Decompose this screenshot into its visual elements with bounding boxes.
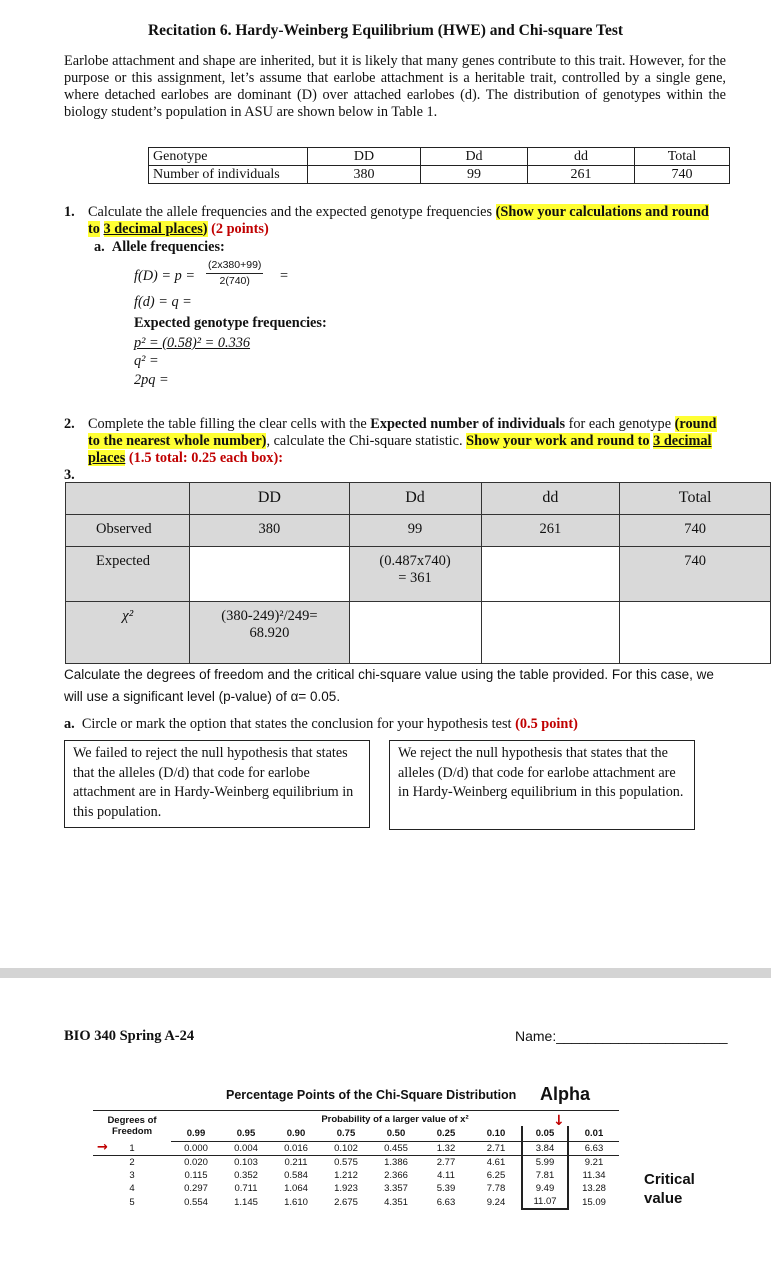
table-cell: 380 [308, 166, 421, 184]
chi-value-cell: 5.39 [436, 1183, 456, 1194]
name-label: Name: [515, 1028, 557, 1044]
chi-value-cell: 11.07 [522, 1195, 568, 1209]
table-row [66, 547, 771, 602]
chi-value-cell: 6.63 [568, 1142, 619, 1156]
part-title: Allele frequencies: [111, 239, 225, 255]
table-row [66, 483, 771, 515]
genotype-table [148, 147, 730, 184]
expected-dd-input[interactable] [190, 547, 349, 602]
df-cell [93, 1169, 171, 1182]
question-text: , calculate the Chi-square statistic. [266, 433, 463, 449]
course-label: BIO 340 Spring A-24 [64, 1028, 195, 1044]
part-label: a. [64, 716, 75, 732]
intro-paragraph: Earlobe attachment and shape are inherited, but it is likely that many genes contribute to this trait. However, for the purpose or this assignment, let’s assume that earlobe attachment is a heritable trait, controlled by a single gene, where detached earlobes are dominant (D) over attached earlobes (d). The distribution of genotypes within the biology student’s population in ASU are shown below in Table 1. [64, 53, 726, 120]
table-cell: dd [528, 148, 635, 166]
p2-line: p² = (0.58)² = 0.336 [134, 335, 251, 351]
table-row [93, 1169, 619, 1182]
df-value: 5 [129, 1196, 135, 1208]
table-cell [66, 483, 190, 515]
df-cell [93, 1139, 171, 1156]
critical-value-label: Critical value [644, 1171, 695, 1207]
chi-value-cell: 0.455 [371, 1142, 421, 1156]
chi-value-cell: 3.357 [384, 1183, 408, 1194]
table-cell: Genotype [149, 148, 308, 166]
chi-value-cell: 9.24 [486, 1196, 506, 1208]
question-a [64, 716, 578, 733]
chi-value-cell: 0.102 [321, 1142, 371, 1156]
chi-table-title: Percentage Points of the Chi-Square Distribution [226, 1088, 517, 1102]
question-number: 2. [64, 416, 75, 432]
probability-header-cell: 0.05 [522, 1126, 568, 1142]
question-number-3: 3. [64, 467, 75, 483]
chi-DD-value: 68.920 [249, 625, 290, 641]
question-bold: Expected number of individuals [370, 416, 566, 432]
chi-value-cell: 7.81 [522, 1169, 568, 1182]
expected-dd2-input[interactable] [481, 547, 620, 602]
row-label: Observed [66, 515, 190, 547]
chi-value-cell: 1.610 [284, 1196, 308, 1208]
table-cell [190, 602, 349, 664]
chi-table-body [93, 1139, 619, 1210]
table-cell: Dd [421, 148, 528, 166]
page-divider [0, 968, 771, 978]
chi-DD-formula: (380-249)²/249= [221, 608, 318, 624]
option-reject[interactable]: We reject the null hypothesis that states that the alleles (D/d) that code for earlobe attachment are in Hardy-Weinberg equilibrium in this population. [389, 740, 695, 830]
probability-header-cell: 0.90 [271, 1126, 321, 1142]
chi-value-cell: 0.297 [184, 1183, 208, 1194]
chi-value-cell: 0.004 [221, 1142, 271, 1156]
option-fail-to-reject[interactable]: We failed to reject the null hypothesis that states that the alleles (D/d) that code for earlobe attachment are in Hardy-Weinberg equilibrium in this population. [64, 740, 370, 828]
alpha-arrow-icon: ↓ [553, 1113, 565, 1129]
highlight-underline: 3 decimal places [103, 221, 203, 237]
highlight-text: ) [202, 221, 208, 237]
highlight-underline: 3 decimal places [88, 433, 712, 466]
table-cell: Total [635, 148, 730, 166]
chi-value-cell: 0.000 [171, 1142, 221, 1156]
chi-value-cell: 1.064 [284, 1183, 308, 1194]
chi-square-table [65, 482, 771, 664]
chi-value-cell: 0.211 [284, 1157, 308, 1168]
degrees-text: Calculate the degrees of freedom and the critical chi-square value using the table provided. For this case, we will use a significant level (p-value) of α= 0.05. [64, 667, 714, 704]
chi-distribution-table [93, 1110, 619, 1210]
table-cell: 740 [620, 515, 771, 547]
question-text: Circle or mark the option that states the conclusion for your hypothesis test [81, 716, 512, 732]
chi-value-cell: 1.386 [384, 1157, 408, 1168]
probability-header-cell: 0.01 [568, 1126, 619, 1142]
df-header: Degrees of Freedom [93, 1111, 171, 1142]
df-cell [93, 1182, 171, 1195]
fD-numerator: (2x380+99) [206, 258, 263, 274]
probability-header-cell: 0.25 [421, 1126, 471, 1142]
chi-value-cell: 0.575 [334, 1157, 358, 1168]
question-2 [64, 416, 724, 484]
chi-value-cell: 13.28 [582, 1183, 606, 1194]
question-text: for each genotype [568, 416, 672, 432]
df-value: 4 [129, 1183, 135, 1194]
df-value: 1 [129, 1142, 135, 1154]
highlight-text: (Show your calculations and round to [88, 204, 709, 237]
chi-value-cell: 1.923 [334, 1183, 358, 1194]
table-cell [349, 547, 481, 602]
part-label: a. [94, 239, 105, 255]
chi-Dd-input[interactable] [349, 602, 481, 664]
row-label: χ² [66, 602, 190, 664]
page-title: Recitation 6. Hardy-Weinberg Equilibrium (HWE) and Chi-square Test [147, 22, 624, 39]
name-line: ______________________ [556, 1028, 728, 1044]
probability-header: Probability of a larger value of x² [171, 1111, 619, 1127]
df-value: 2 [129, 1157, 135, 1168]
expected-title: Expected genotype frequencies: [134, 315, 327, 331]
chi-dd-input[interactable] [481, 602, 620, 664]
table-row [93, 1111, 619, 1127]
probability-header-cell: 0.95 [221, 1126, 271, 1142]
probability-header-cell: 0.99 [171, 1126, 221, 1142]
df-value: 3 [129, 1170, 135, 1181]
table-row [93, 1182, 619, 1195]
chi-total-input[interactable] [620, 602, 771, 664]
probability-header-cell: 0.50 [371, 1126, 421, 1142]
df-cell [93, 1156, 171, 1170]
chi-value-cell: 4.11 [437, 1170, 455, 1181]
table-header: dd [481, 483, 620, 515]
points-label: (2 points) [211, 221, 269, 237]
chi-value-cell: 1.145 [234, 1196, 258, 1208]
table-cell: 261 [528, 166, 635, 184]
genotype-table-header-row [149, 148, 730, 166]
table-cell: 740 [620, 547, 771, 602]
points-label: (1.5 total: 0.25 each box): [128, 450, 283, 466]
row-arrow-icon: → [97, 1139, 108, 1155]
chi-value-cell: 0.103 [234, 1157, 258, 1168]
chi-value-cell: 11.34 [582, 1170, 606, 1181]
chi-value-cell: 1.32 [421, 1142, 471, 1156]
highlight-text: (round to the nearest whole number) [88, 416, 717, 449]
fD-denominator: 2(740) [219, 275, 250, 287]
chi-value-cell: 0.554 [184, 1196, 208, 1208]
fD-equals: = [280, 268, 289, 284]
table-row [93, 1126, 619, 1142]
table-cell: Number of individuals [149, 166, 308, 184]
table-header: Total [620, 483, 771, 515]
chi-value-cell: 4.61 [486, 1157, 506, 1168]
chi-value-cell: 3.84 [522, 1142, 568, 1156]
chi-value-cell: 9.21 [584, 1157, 604, 1168]
row-label: Expected [66, 547, 190, 602]
chi-value-cell: 2.71 [471, 1142, 522, 1156]
chi-value-cell: 1.212 [334, 1170, 358, 1181]
genotype-table-count-row [149, 166, 730, 184]
chi-value-cell: 4.351 [384, 1196, 408, 1208]
chi-value-cell: 6.25 [486, 1170, 506, 1181]
table-row [93, 1156, 619, 1170]
points-label: (0.5 point) [515, 716, 578, 732]
question-text: Calculate the allele frequencies and the expected genotype frequencies [88, 204, 493, 220]
table-row [93, 1195, 619, 1209]
question-number: 1. [64, 204, 75, 220]
chi-value-cell: 7.78 [486, 1183, 506, 1194]
q2-line: q² = [134, 353, 159, 369]
chi-value-cell: 0.016 [271, 1142, 321, 1156]
chi-value-cell: 2.77 [436, 1157, 456, 1168]
chi-value-cell: 0.711 [234, 1183, 258, 1194]
chi-value-cell: 2.675 [334, 1196, 358, 1208]
name-field[interactable] [515, 1028, 728, 1044]
table-row [93, 1142, 619, 1156]
table-cell: 99 [421, 166, 528, 184]
expected-Dd-value: = 361 [398, 570, 432, 586]
chi-value-cell: 0.352 [234, 1170, 258, 1181]
chi-value-cell: 0.584 [284, 1170, 308, 1181]
fD-label: f(D) = p = [134, 268, 195, 284]
chi-value-cell: 0.115 [184, 1170, 208, 1181]
chi-value-cell: 6.63 [436, 1196, 456, 1208]
expected-Dd-formula: (0.487x740) [379, 553, 451, 569]
probability-header-cell: 0.75 [321, 1126, 371, 1142]
table-cell: 380 [190, 515, 349, 547]
chi-value-cell: 15.09 [582, 1196, 606, 1208]
table-cell: 740 [635, 166, 730, 184]
question-text: Complete the table filling the clear cells with the [88, 416, 367, 432]
2pq-line: 2pq = [134, 372, 169, 388]
table-header: DD [190, 483, 349, 515]
table-header: Dd [349, 483, 481, 515]
chi-value-cell: 5.99 [522, 1156, 568, 1170]
fD-equation [64, 258, 724, 290]
chi-value-cell: 0.020 [184, 1157, 208, 1168]
table-cell: 261 [481, 515, 620, 547]
chi-value-cell: 9.49 [522, 1182, 568, 1195]
table-row [66, 602, 771, 664]
chi-value-cell: 2.366 [384, 1170, 408, 1181]
table-row [66, 515, 771, 547]
question-1 [64, 204, 724, 389]
probability-header-cell: 0.10 [471, 1126, 522, 1142]
df-cell [93, 1195, 171, 1209]
alpha-label: Alpha [540, 1084, 591, 1104]
highlight-text: Show your work and round to [466, 433, 650, 449]
fd-label: f(d) = q = [134, 294, 192, 310]
table-cell: DD [308, 148, 421, 166]
table-cell: 99 [349, 515, 481, 547]
